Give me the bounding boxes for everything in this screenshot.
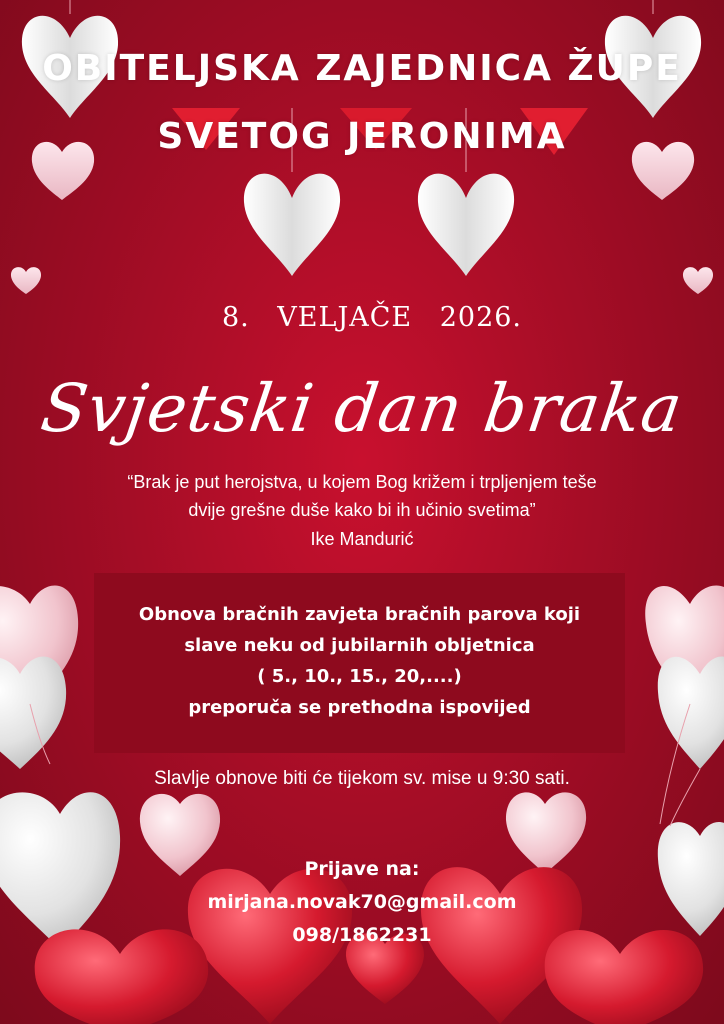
announcement-box — [94, 573, 625, 753]
quote-line-2: dvije grešne duše kako bi ih učinio svetima” — [188, 500, 536, 520]
heart-icon — [683, 267, 713, 294]
event-date: 8. VELJAČE 2026. — [221, 302, 523, 333]
event-title: Svjetski dan braka — [36, 370, 688, 447]
heart-icon — [244, 174, 340, 276]
registration-label: Prijave na: — [304, 858, 420, 880]
announcement-line-3: ( 5., 10., 15., 20,....) — [257, 666, 462, 687]
heart-icon — [418, 174, 514, 276]
celebration-info: Slavlje obnove biti će tijekom sv. mise u 9:30 sati. — [154, 768, 570, 789]
announcement-line-1: Obnova bračnih zavjeta bračnih parova koji — [138, 604, 581, 625]
balloon-icon — [0, 656, 66, 769]
announcement-line-4: preporuča se prethodna ispovijed — [188, 697, 531, 718]
parish-title-line-2: SVETOG JERONIMA — [157, 116, 567, 157]
quote-line-1: “Brak je put herojstva, u kojem Bog križem i trpljenjem teše — [127, 472, 597, 492]
parish-title-line-1: OBITELJSKA ZAJEDNICA ŽUPE — [42, 48, 682, 89]
announcement-line-2: slave neku od jubilarnih obljetnica — [184, 635, 535, 656]
quote-author: Ike Mandurić — [310, 529, 414, 549]
contact-phone: 098/1862231 — [292, 924, 432, 946]
contact-email: mirjana.novak70@gmail.com — [207, 891, 517, 913]
balloon-icon — [658, 656, 724, 769]
heart-icon — [11, 267, 41, 294]
